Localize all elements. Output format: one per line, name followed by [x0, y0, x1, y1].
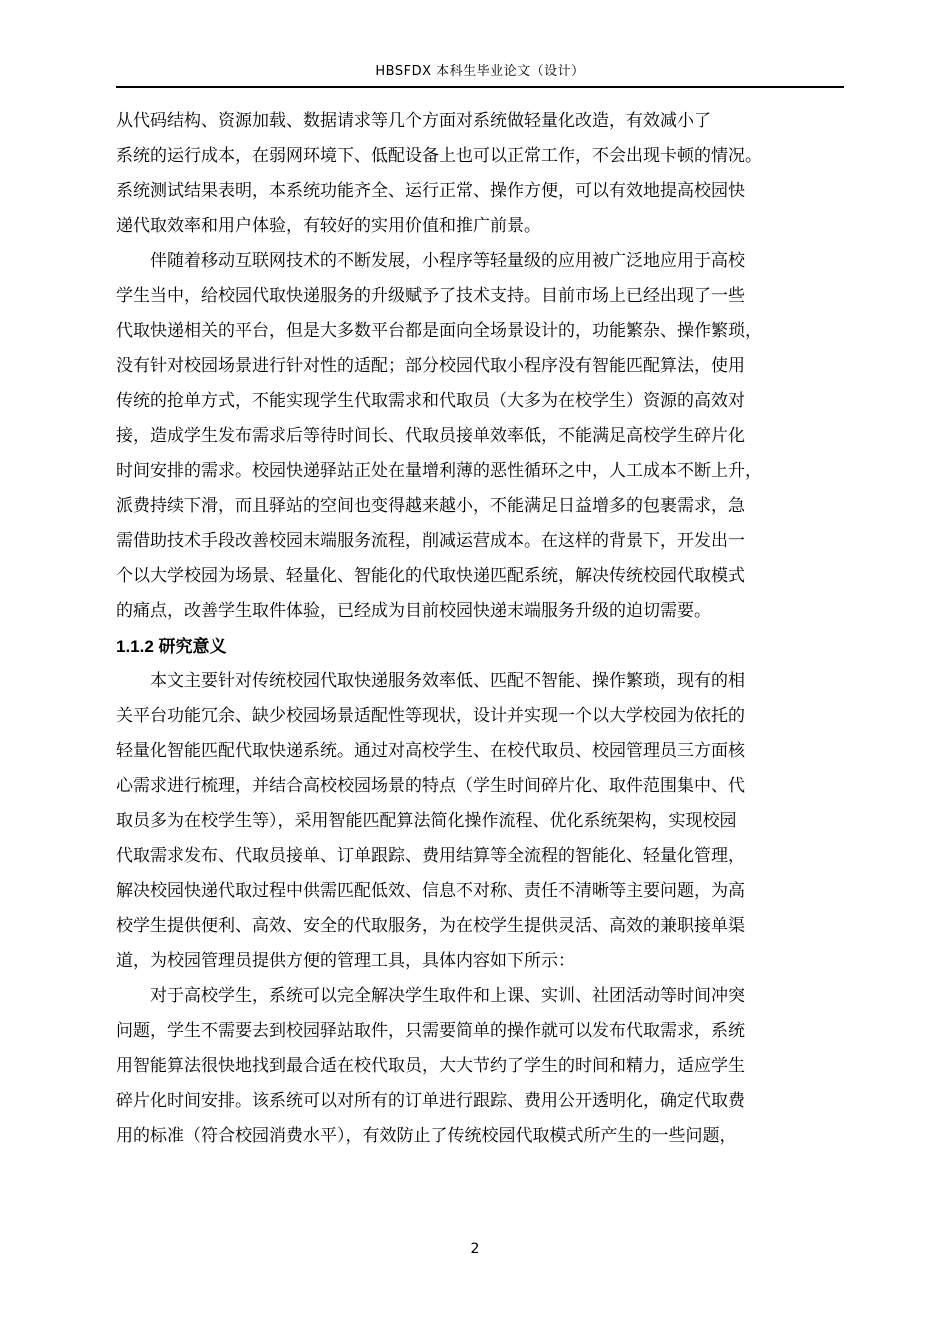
text-line: 学生当中，给校园代取快递服务的升级赋予了技术支持。目前市场上已经出现了一些 — [116, 286, 745, 306]
text-line: 解决校园快递代取过程中供需匹配低效、信息不对称、责任不清晰等主要问题，为高 — [116, 881, 745, 901]
text-line: 用智能算法很快地找到最合适在校代取员，大大节约了学生的时间和精力，适应学生 — [116, 1056, 745, 1076]
section-heading: 1.1.2 研究意义 — [116, 637, 227, 656]
text-line: 问题，学生不需要去到校园驿站取件，只需要简单的操作就可以发布代取需求，系统 — [116, 1021, 745, 1041]
page-number: 2 — [470, 1241, 480, 1257]
text-line: 时间安排的需求。校园快递驿站正处在量增利薄的恶性循环之中，人工成本不断上升， — [116, 461, 762, 481]
body-text — [116, 104, 838, 1154]
text-line: 用的标准（符合校园消费水平），有效防止了传统校园代取模式所产生的一些问题， — [116, 1126, 737, 1146]
text-line: 传统的抢单方式，不能实现学生代取需求和代取员（大多为在校学生）资源的高效对 — [116, 391, 745, 411]
text-line: 校学生提供便利、高效、安全的代取服务，为在校学生提供灵活、高效的兼职接单渠 — [116, 916, 745, 936]
text-line: 碎片化时间安排。该系统可以对所有的订单进行跟踪、费用公开透明化，确定代取费 — [116, 1091, 745, 1111]
text-line: 系统的运行成本，在弱网环境下、低配设备上也可以正常工作，不会出现卡顿的情况。 — [116, 146, 762, 166]
paragraph-first-line: 伴随着移动互联网技术的不断发展，小程序等轻量级的应用被广泛地应用于高校 — [150, 251, 745, 271]
text-line: 没有针对校园场景进行针对性的适配；部分校园代取小程序没有智能匹配算法，使用 — [116, 356, 745, 376]
paragraph-first-line: 本文主要针对传统校园代取快递服务效率低、匹配不智能、操作繁琐，现有的相 — [150, 671, 745, 691]
text-line: 系统测试结果表明，本系统功能齐全、运行正常、操作方便，可以有效地提高校园快 — [116, 181, 745, 201]
header-rule — [116, 86, 844, 88]
text-line: 需借助技术手段改善校园末端服务流程，削减运营成本。在这样的背景下，开发出一 — [116, 531, 745, 551]
text-line: 代取快递相关的平台，但是大多数平台都是面向全场景设计的，功能繁杂、操作繁琐， — [116, 321, 762, 341]
paragraph-first-line: 对于高校学生，系统可以完全解决学生取件和上课、实训、社团活动等时间冲突 — [150, 986, 745, 1006]
text-line: 轻量化智能匹配代取快递系统。通过对高校学生、在校代取员、校园管理员三方面核 — [116, 741, 745, 761]
text-line: 道，为校园管理员提供方便的管理工具，具体内容如下所示： — [116, 951, 575, 971]
text-line: 从代码结构、资源加载、数据请求等几个方面对系统做轻量化改造，有效减小了 — [116, 111, 711, 131]
text-line: 个以大学校园为场景、轻量化、智能化的代取快递匹配系统，解决传统校园代取模式 — [116, 566, 745, 586]
text-line: 派费持续下滑，而且驿站的空间也变得越来越小，不能满足日益增多的包裹需求，急 — [116, 496, 745, 516]
text-line: 取员多为在校学生等），采用智能匹配算法简化操作流程、优化系统架构，实现校园 — [116, 811, 737, 831]
text-line: 代取需求发布、代取员接单、订单跟踪、费用结算等全流程的智能化、轻量化管理， — [116, 846, 745, 866]
running-header: HBSFDX 本科生毕业论文（设计） — [375, 64, 585, 79]
text-line: 递代取效率和用户体验，有较好的实用价值和推广前景。 — [116, 216, 541, 236]
text-line: 接，造成学生发布需求后等待时间长、代取员接单效率低，不能满足高校学生碎片化 — [116, 426, 745, 446]
text-line: 心需求进行梳理，并结合高校校园场景的特点（学生时间碎片化、取件范围集中、代 — [116, 776, 745, 796]
text-line: 的痛点，改善学生取件体验，已经成为目前校园快递末端服务升级的迫切需要。 — [116, 601, 711, 621]
text-line: 关平台功能冗余、缺少校园场景适配性等现状，设计并实现一个以大学校园为依托的 — [116, 706, 745, 726]
